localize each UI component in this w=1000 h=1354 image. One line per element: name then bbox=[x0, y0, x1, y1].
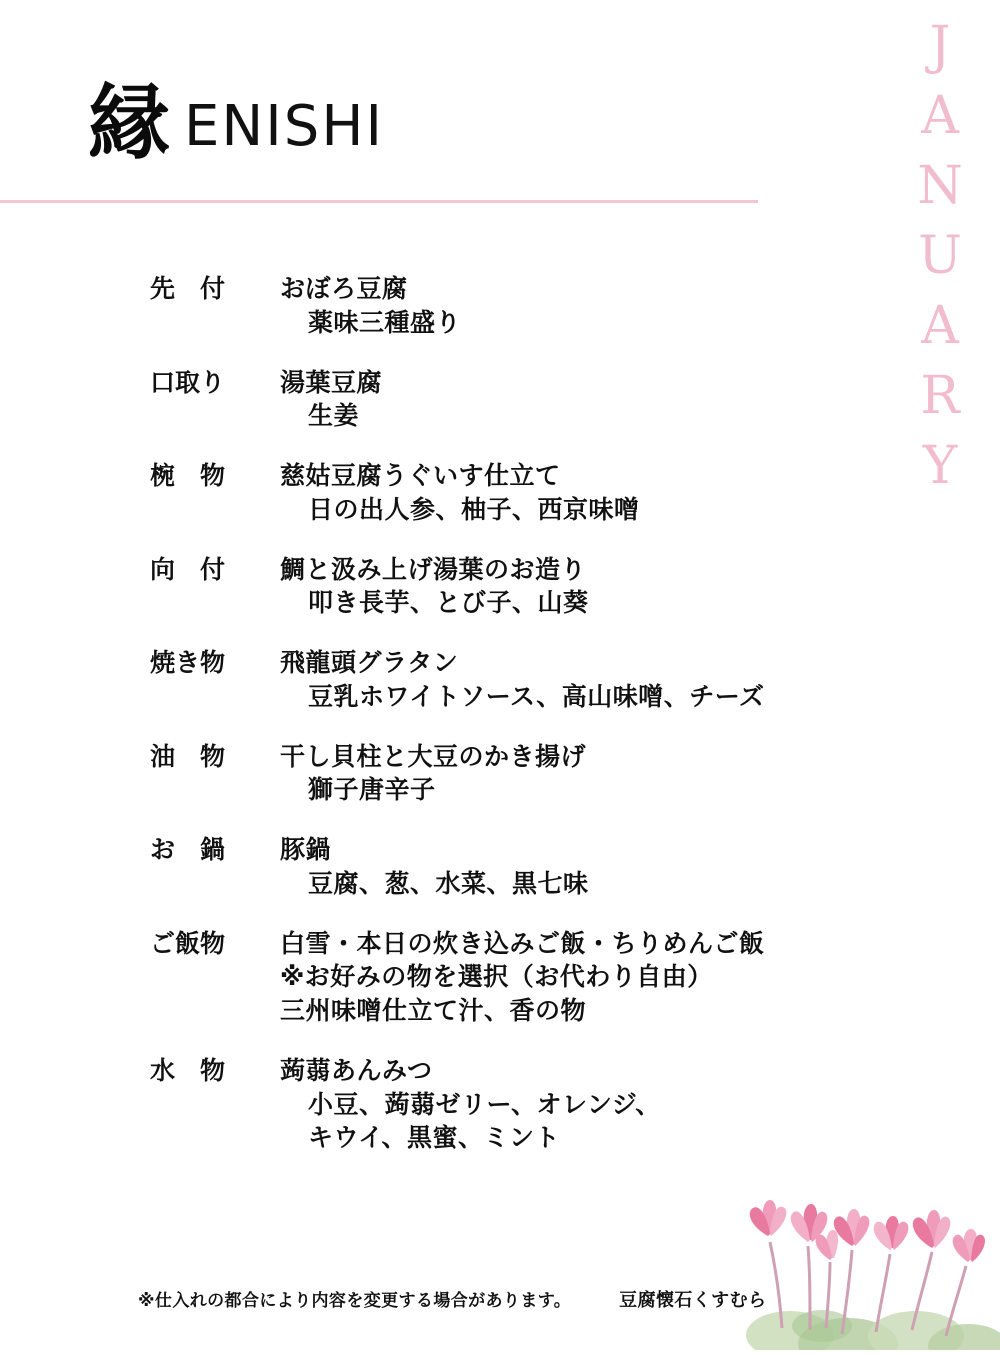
dish-name: 鯛と汲み上げ湯葉のお造り bbox=[280, 554, 587, 584]
menu-course bbox=[0, 740, 1000, 808]
dish-detail: 生姜 bbox=[308, 401, 360, 431]
menu-course bbox=[0, 646, 1000, 714]
dish-detail: 三州味噌仕立て汁、香の物 bbox=[280, 996, 587, 1025]
header-divider bbox=[0, 200, 758, 203]
course-body bbox=[280, 833, 1000, 901]
footer-disclaimer: ※仕入れの都合により内容を変更する場合があります。 bbox=[138, 1291, 572, 1311]
course-body bbox=[280, 646, 1000, 714]
menu-course bbox=[0, 459, 1000, 527]
menu-course bbox=[0, 553, 1000, 621]
course-label: ご飯物 bbox=[150, 928, 226, 958]
document-footer bbox=[0, 1286, 1000, 1312]
month-label: JANUARY bbox=[910, 16, 970, 506]
flower-leaves bbox=[746, 1310, 1000, 1350]
course-body bbox=[280, 927, 1000, 1028]
menu-course bbox=[0, 833, 1000, 901]
course-body bbox=[280, 272, 1000, 340]
page-title bbox=[88, 75, 384, 171]
course-body bbox=[280, 459, 1000, 527]
dish-detail: 叩き長芋、とび子、山葵 bbox=[308, 588, 589, 618]
menu-course bbox=[0, 366, 1000, 434]
footer-brand: 豆腐懐石くすむら bbox=[619, 1290, 767, 1311]
dish-note: ※お好みの物を選択（お代わり自由） bbox=[280, 962, 713, 992]
title-kanji: 縁 bbox=[88, 75, 171, 171]
dish-name: おぼろ豆腐 bbox=[280, 274, 408, 303]
dish-detail: 獅子唐辛子 bbox=[308, 775, 436, 805]
menu-list bbox=[0, 272, 1000, 1181]
course-body bbox=[280, 553, 1000, 621]
course-label: 向 付 bbox=[150, 554, 226, 584]
menu-course bbox=[0, 1054, 1000, 1155]
title-romanized: ENISHI bbox=[184, 94, 384, 159]
menu-course bbox=[0, 272, 1000, 340]
course-label: 口取り bbox=[150, 367, 226, 397]
dish-detail: 小豆、蒟蒻ゼリー、オレンジ、 bbox=[308, 1089, 661, 1119]
dish-name: 飛龍頭グラタン bbox=[280, 648, 459, 677]
course-label: 椀 物 bbox=[150, 461, 226, 490]
course-body bbox=[280, 1054, 1000, 1155]
flower-blossoms bbox=[750, 1200, 985, 1262]
course-label: 油 物 bbox=[150, 741, 226, 771]
dish-name: 湯葉豆腐 bbox=[280, 367, 383, 397]
dish-detail: 日の出人参、柚子、西京味噌 bbox=[308, 494, 640, 524]
course-body bbox=[280, 366, 1000, 434]
dish-detail: 豆乳ホワイトソース、高山味噌、チーズ bbox=[308, 681, 765, 711]
course-label: お 鍋 bbox=[150, 835, 226, 864]
dish-name: 白雪・本日の炊き込みご飯・ちりめんご飯 bbox=[280, 928, 765, 958]
dish-name: 豚鍋 bbox=[280, 835, 332, 864]
menu-course bbox=[0, 927, 1000, 1028]
dish-detail: キウイ、黒蜜、ミント bbox=[308, 1123, 561, 1153]
course-label: 水 物 bbox=[150, 1055, 226, 1085]
course-label: 先 付 bbox=[150, 274, 226, 303]
dish-name: 慈姑豆腐うぐいす仕立て bbox=[280, 461, 561, 490]
course-label: 焼き物 bbox=[150, 648, 226, 677]
dish-name: 干し貝柱と大豆のかき揚げ bbox=[280, 741, 587, 771]
course-body bbox=[280, 740, 1000, 808]
dish-detail: 薬味三種盛り bbox=[308, 307, 462, 337]
dish-detail: 豆腐、葱、水菜、黒七味 bbox=[308, 868, 589, 898]
dish-name: 蒟蒻あんみつ bbox=[280, 1055, 433, 1085]
